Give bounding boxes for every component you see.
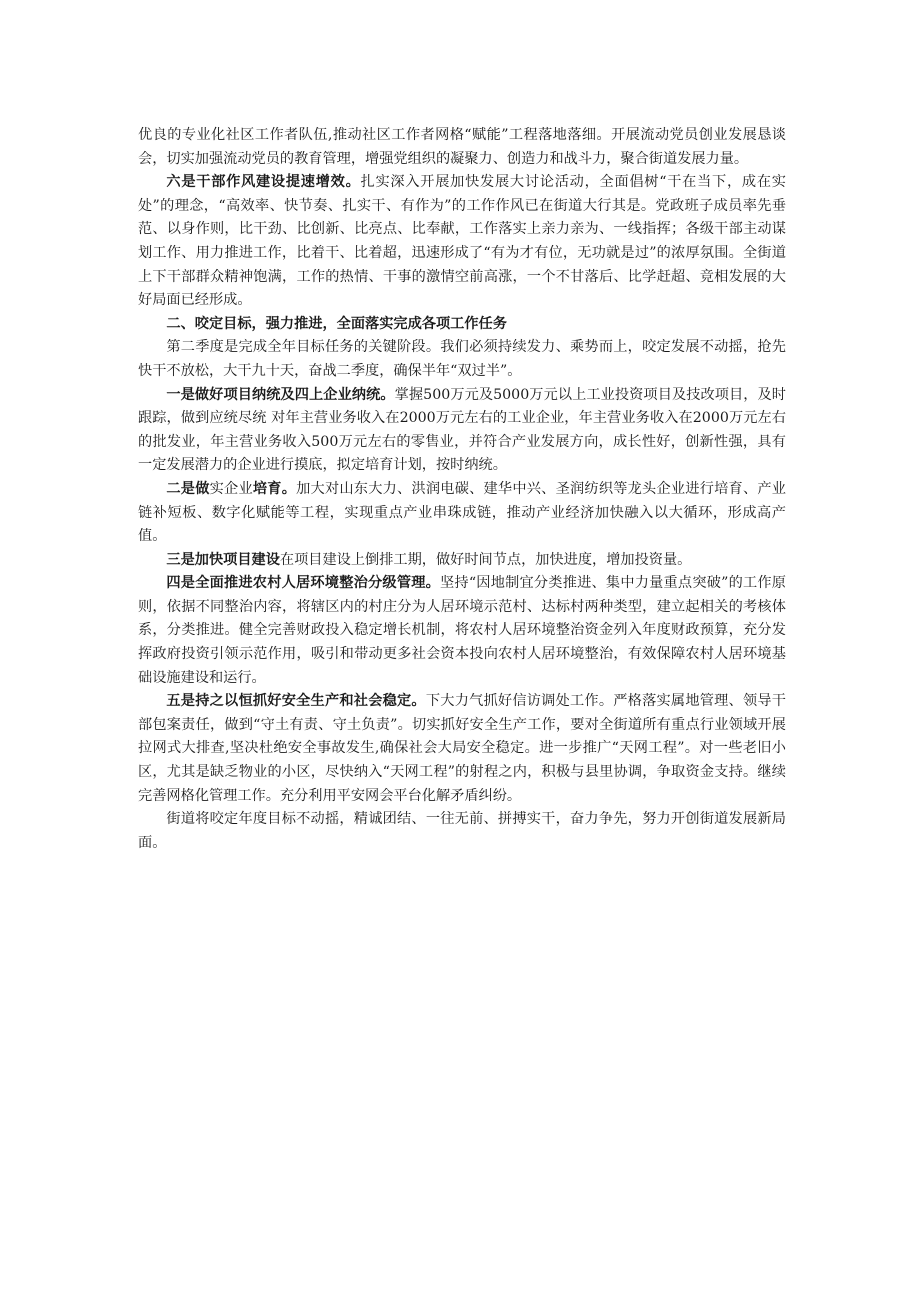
section-heading — [138, 313, 786, 337]
paragraph-lead: 六是干部作风建设提速增效。 — [166, 174, 361, 191]
paragraph-second-quarter — [138, 336, 786, 383]
paragraph-text: 下大力气抓好信访调处工作。严格落实属地管理、领导干部包案责任，做到“守土有责、守土负责”。切实抓好安全生产工作，要对全街道所有重点行业领域开展拉网式大排查,坚决杜绝安全事故发生,确保社会大局安全稳定。进一步推广“天网工程”。对一些老旧小区，尤其是缺乏物业的小区，尽快纳入“天网工程”的射程之内，积极与县里协调，争取资金支持。继续完善网格化管理工作。充分利用平安网会平台化解矛盾纠纷。 — [138, 693, 786, 804]
paragraph-text: 在项目建设上倒排工期，做好时间节点，加快进度，增加投资量。 — [279, 551, 692, 568]
paragraph-rural-environment — [138, 572, 786, 690]
paragraph-text: 实企业 — [209, 480, 253, 497]
paragraph-lead: 三是加快项目建设 — [166, 551, 280, 568]
paragraph-lead-continued: 培育。 — [252, 480, 297, 497]
paragraph-lead: 二是做 — [166, 480, 210, 497]
paragraph-cadre-style — [138, 171, 786, 313]
paragraph-text: 街道将咬定年度目标不动摇，精诚团结、一往无前、拼搏实干，奋力争先，努力开创街道发展新局面。 — [138, 811, 786, 851]
paragraph-project-statistics — [138, 384, 786, 478]
paragraph-safety-stability — [138, 690, 786, 808]
paragraph-enterprise-cultivation — [138, 478, 786, 549]
paragraph-lead: 四是全面推进农村人居环境整治分级管理。 — [166, 575, 441, 592]
document-page — [138, 124, 786, 855]
paragraph-lead: 一是做好项目纳统及四上企业纳统。 — [166, 386, 395, 403]
section-heading-text: 二、咬定目标，强力推进，全面落实完成各项工作任务 — [166, 315, 507, 332]
paragraph-lead: 五是持之以恒抓好安全生产和社会稳定。 — [166, 693, 426, 710]
paragraph-project-construction — [138, 549, 786, 573]
paragraph-text: 优良的专业化社区工作者队伍,推动社区工作者网格“赋能”工程落地落细。开展流动党员创业发展恳谈会，切实加强流动党员的教育管理，增强党组织的凝聚力、创造力和战斗力，聚合街道发展力量。 — [138, 127, 786, 167]
paragraph-text: 坚持“因地制宜分类推进、集中力量重点突破”的工作原则，依据不同整治内容，将辖区内的村庄分为人居环境示范村、达标村两种类型，建立起相关的考核体系，分类推进。健全完善财政投入稳定增长机制，将农村人居环境整治资金列入年度财政预算，充分发挥政府投资引领示范作用，吸引和带动更多社会资本投向农村人居环境整治，有效保障农村人居环境基础设施建设和运行。 — [138, 575, 786, 686]
paragraph-text: 掌握500万元及5000万元以上工业投资项目及技改项目，及时跟踪，做到应统尽统 对年主营业务收入在2000万元左右的工业企业，年主营业务收入在2000万元左右的批发业，年主营业务收入500万元左右的零售业，并符合产业发展方向，成长性好，创新性强，具有一定发展潜力的企业进行摸底，拟定培育计划，按时纳统。 — [138, 386, 786, 474]
paragraph-community-workers — [138, 124, 786, 171]
paragraph-text: 扎实深入开展加快发展大讨论活动，全面倡树“干在当下，成在实处”的理念，“高效率、快节奏、扎实干、有作为”的工作作风已在街道大行其是。党政班子成员率先垂范、以身作则，比干劲、比创新、比亮点、比奉献，工作落实上亲力亲为、一线指挥；各级干部主动谋划工作、用力推进工作，比着干、比着超，迅速形成了“有为才有位，无功就是过”的浓厚氛围。全街道上下干部群众精神饱满，工作的热情、干事的激情空前高涨，一个不甘落后、比学赶超、竞相发展的大好局面已经形成。 — [138, 174, 786, 309]
paragraph-text: 第二季度是完成全年目标任务的关键阶段。我们必须持续发力、乘势而上，咬定发展不动摇，抢先快干不放松，大干九十天，奋战二季度，确保半年“双过半”。 — [138, 339, 786, 379]
paragraph-conclusion — [138, 808, 786, 855]
paragraph-text-continued: 加大对山东大力、洪润电碳、建华中兴、圣润纺织等龙头企业进行培育、产业链补短板、数字化赋能等工程，实现重点产业串珠成链，推动产业经济加快融入以大循环，形成高产值。 — [138, 480, 786, 545]
